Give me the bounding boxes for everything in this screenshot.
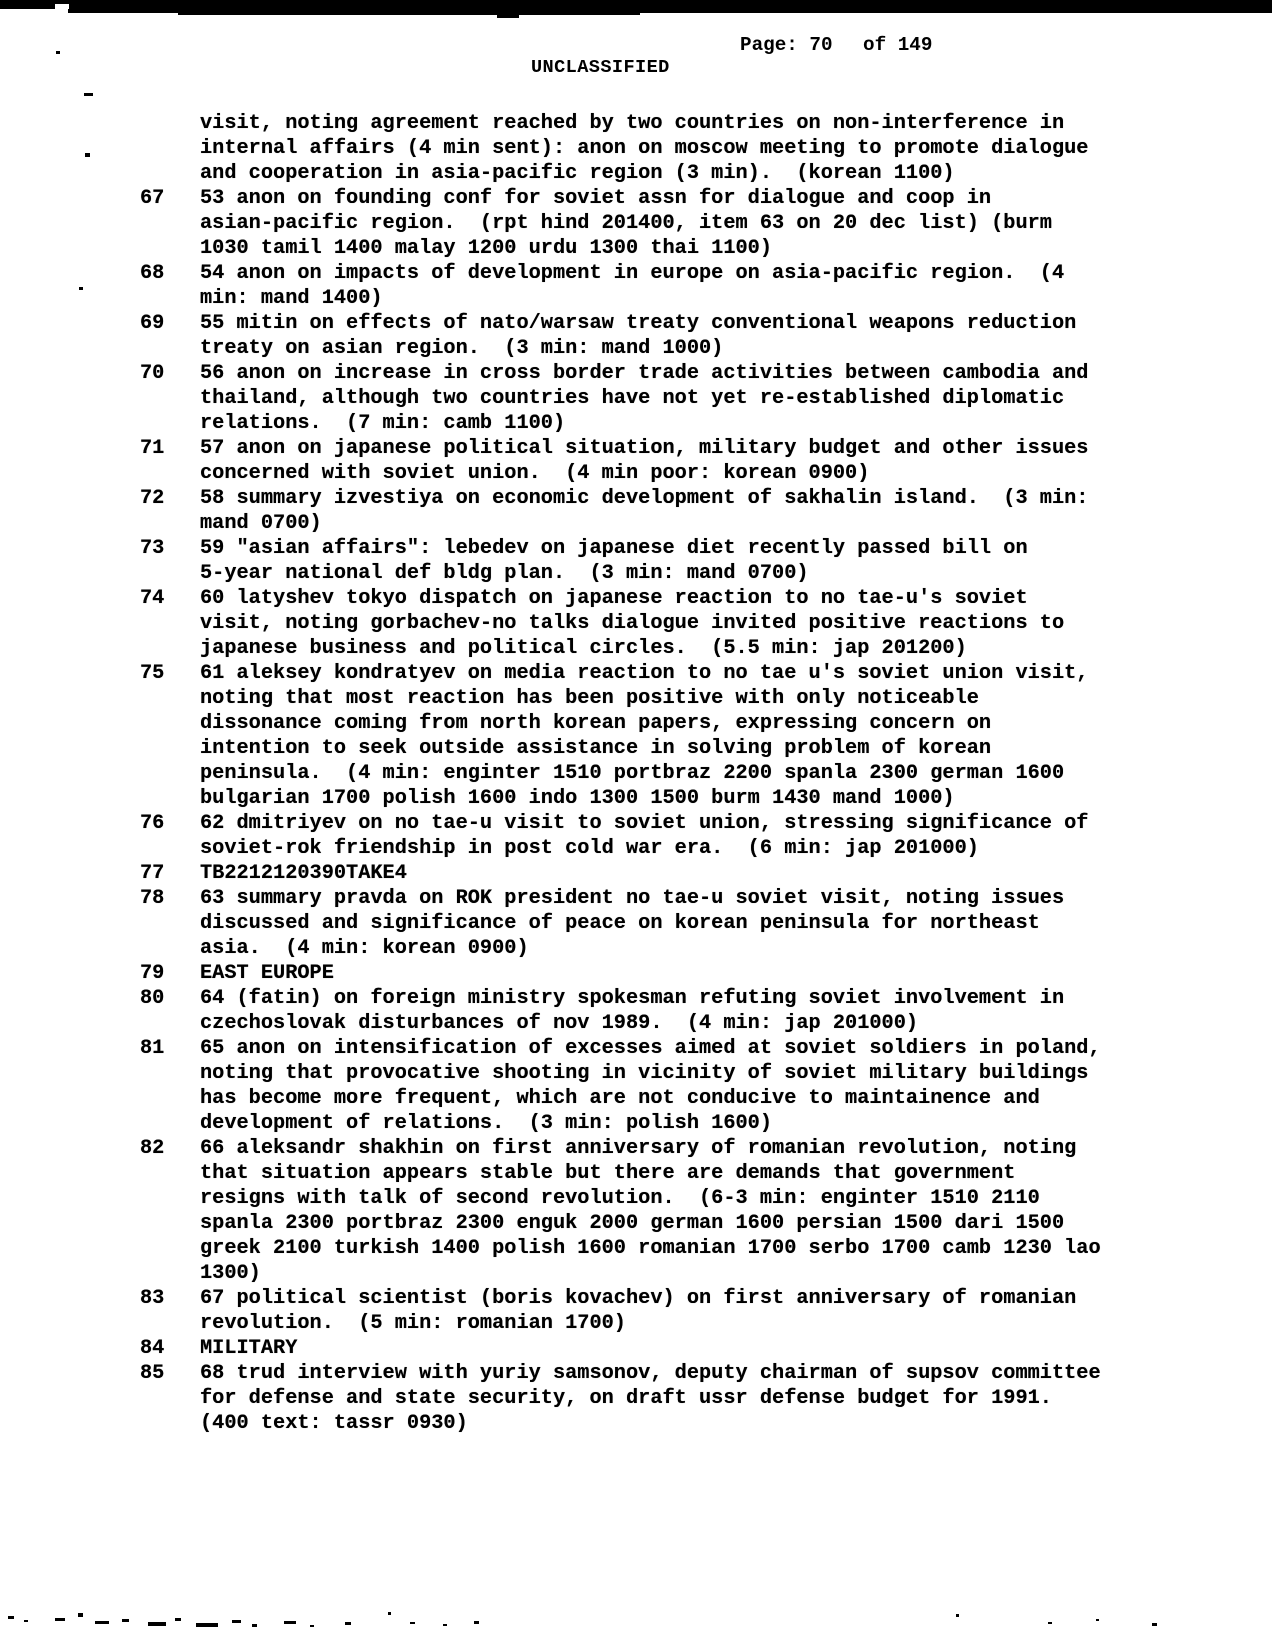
item-text bbox=[200, 261, 1240, 311]
item-text bbox=[200, 1336, 1240, 1361]
item-text bbox=[200, 536, 1240, 586]
item-row bbox=[140, 111, 1240, 186]
item-line: 53 anon on founding conf for soviet assn for dialogue and coop in bbox=[200, 187, 992, 210]
item-text bbox=[200, 361, 1240, 436]
item-line: noting that provocative shooting in vicinity of soviet military buildings bbox=[200, 1062, 1089, 1085]
item-line: revolution. (5 min: romanian 1700) bbox=[200, 1312, 626, 1335]
item-number: 68 bbox=[140, 262, 165, 285]
item-number: 79 bbox=[140, 962, 165, 985]
item-line: development of relations. (3 min: polish 1600) bbox=[200, 1112, 773, 1135]
item-line: visit, noting gorbachev-no talks dialogue invited positive reactions to bbox=[200, 612, 1065, 635]
item-number: 73 bbox=[140, 537, 165, 560]
item-line: 56 anon on increase in cross border trade activities between cambodia and bbox=[200, 362, 1089, 385]
item-line: 64 (fatin) on foreign ministry spokesman refuting soviet involvement in bbox=[200, 987, 1065, 1010]
item-line: 59 "asian affairs": lebedev on japanese diet recently passed bill on bbox=[200, 537, 1028, 560]
item-number: 77 bbox=[140, 862, 165, 885]
item-line: discussed and significance of peace on korean peninsula for northeast bbox=[200, 912, 1040, 935]
item-text bbox=[200, 1136, 1240, 1286]
item-text bbox=[200, 811, 1240, 861]
item-number: 81 bbox=[140, 1037, 165, 1060]
item-line: soviet-rok friendship in post cold war era. (6 min: jap 201000) bbox=[200, 837, 979, 860]
item-row bbox=[140, 536, 1240, 586]
item-text bbox=[200, 586, 1240, 661]
item-line: concerned with soviet union. (4 min poor: korean 0900) bbox=[200, 462, 870, 485]
item-number: 72 bbox=[140, 487, 165, 510]
item-line: japanese business and political circles. (5.5 min: jap 201200) bbox=[200, 637, 967, 660]
item-text bbox=[200, 436, 1240, 486]
item-line: internal affairs (4 min sent): anon on moscow meeting to promote dialogue bbox=[200, 137, 1089, 160]
item-row bbox=[140, 661, 1240, 811]
item-line: EAST EUROPE bbox=[200, 962, 334, 985]
item-line: TB2212120390TAKE4 bbox=[200, 862, 407, 885]
item-row bbox=[140, 586, 1240, 661]
item-line: resigns with talk of second revolution. (6-3 min: enginter 1510 2110 bbox=[200, 1187, 1040, 1210]
item-number: 80 bbox=[140, 987, 165, 1010]
item-line: and cooperation in asia-pacific region (3 min). (korean 1100) bbox=[200, 162, 955, 185]
item-row bbox=[140, 1286, 1240, 1336]
item-line: 57 anon on japanese political situation, military budget and other issues bbox=[200, 437, 1089, 460]
item-line: visit, noting agreement reached by two countries on non-interference in bbox=[200, 112, 1065, 135]
item-number: 85 bbox=[140, 1362, 165, 1385]
item-text bbox=[200, 1036, 1240, 1136]
scan-bar-segment bbox=[497, 15, 519, 18]
item-row bbox=[140, 1036, 1240, 1136]
scan-bar-gap bbox=[55, 4, 69, 9]
item-line: treaty on asian region. (3 min: mand 1000) bbox=[200, 337, 724, 360]
item-line: has become more frequent, which are not conducive to maintainence and bbox=[200, 1087, 1040, 1110]
item-text bbox=[200, 861, 1240, 886]
item-text bbox=[200, 186, 1240, 261]
item-number: 75 bbox=[140, 662, 165, 685]
item-line: 1300) bbox=[200, 1262, 261, 1285]
scan-bar-segment bbox=[178, 13, 640, 15]
document-body bbox=[140, 111, 1240, 1436]
item-line: 67 political scientist (boris kovachev) on first anniversary of romanian bbox=[200, 1287, 1077, 1310]
item-line: 1030 tamil 1400 malay 1200 urdu 1300 thai 1100) bbox=[200, 237, 773, 260]
item-row bbox=[140, 311, 1240, 361]
item-text bbox=[200, 1286, 1240, 1336]
item-text bbox=[200, 311, 1240, 361]
item-line: dissonance coming from north korean papers, expressing concern on bbox=[200, 712, 992, 735]
item-line: asia. (4 min: korean 0900) bbox=[200, 937, 529, 960]
item-line: that situation appears stable but there are demands that government bbox=[200, 1162, 1016, 1185]
item-number: 78 bbox=[140, 887, 165, 910]
item-row bbox=[140, 186, 1240, 261]
item-text bbox=[200, 1361, 1240, 1436]
item-text bbox=[200, 661, 1240, 811]
item-number: 67 bbox=[140, 187, 165, 210]
item-line: 68 trud interview with yuriy samsonov, deputy chairman of supsov committee bbox=[200, 1362, 1101, 1385]
item-line: intention to seek outside assistance in solving problem of korean bbox=[200, 737, 992, 760]
item-line: bulgarian 1700 polish 1600 indo 1300 1500 burm 1430 mand 1000) bbox=[200, 787, 955, 810]
item-line: min: mand 1400) bbox=[200, 287, 383, 310]
item-line: 5-year national def bldg plan. (3 min: mand 0700) bbox=[200, 562, 809, 585]
item-line: spanla 2300 portbraz 2300 enguk 2000 german 1600 persian 1500 dari 1500 bbox=[200, 1212, 1065, 1235]
item-row bbox=[140, 1136, 1240, 1286]
item-number: 76 bbox=[140, 812, 165, 835]
item-row bbox=[140, 261, 1240, 311]
item-row bbox=[140, 486, 1240, 536]
item-row bbox=[140, 961, 1240, 986]
item-number: 74 bbox=[140, 587, 165, 610]
item-text bbox=[200, 111, 1240, 186]
item-line: (400 text: tassr 0930) bbox=[200, 1412, 468, 1435]
item-line: 55 mitin on effects of nato/warsaw treaty conventional weapons reduction bbox=[200, 312, 1077, 335]
item-number: 84 bbox=[140, 1337, 165, 1360]
item-line: 63 summary pravda on ROK president no tae-u soviet visit, noting issues bbox=[200, 887, 1065, 910]
item-line: mand 0700) bbox=[200, 512, 322, 535]
item-row bbox=[140, 886, 1240, 961]
item-line: thailand, although two countries have not yet re-established diplomatic bbox=[200, 387, 1065, 410]
item-text bbox=[200, 886, 1240, 961]
item-line: 61 aleksey kondratyev on media reaction to no tae u's soviet union visit, bbox=[200, 662, 1089, 685]
item-row bbox=[140, 986, 1240, 1036]
item-text bbox=[200, 986, 1240, 1036]
scan-bar-segment bbox=[0, 0, 1272, 9]
item-line: MILITARY bbox=[200, 1337, 298, 1360]
item-line: 65 anon on intensification of excesses aimed at soviet soldiers in poland, bbox=[200, 1037, 1101, 1060]
item-line: 58 summary izvestiya on economic development of sakhalin island. (3 min: bbox=[200, 487, 1089, 510]
item-line: 60 latyshev tokyo dispatch on japanese reaction to no tae-u's soviet bbox=[200, 587, 1028, 610]
top-scan-bar bbox=[0, 0, 1280, 18]
item-row bbox=[140, 1336, 1240, 1361]
item-line: 62 dmitriyev on no tae-u visit to soviet union, stressing significance of bbox=[200, 812, 1089, 835]
item-number: 69 bbox=[140, 312, 165, 335]
item-row bbox=[140, 811, 1240, 861]
item-number: 70 bbox=[140, 362, 165, 385]
page-number-label: Page: 70 bbox=[740, 34, 833, 56]
item-row bbox=[140, 361, 1240, 436]
item-line: 54 anon on impacts of development in europe on asia-pacific region. (4 bbox=[200, 262, 1065, 285]
item-line: asian-pacific region. (rpt hind 201400, item 63 on 20 dec list) (burm bbox=[200, 212, 1052, 235]
item-text bbox=[200, 486, 1240, 536]
item-line: for defense and state security, on draft ussr defense budget for 1991. bbox=[200, 1387, 1052, 1410]
item-row bbox=[140, 1361, 1240, 1436]
page-count-label: of 149 bbox=[863, 34, 933, 56]
item-line: czechoslovak disturbances of nov 1989. (4 min: jap 201000) bbox=[200, 1012, 919, 1035]
item-line: greek 2100 turkish 1400 polish 1600 romanian 1700 serbo 1700 camb 1230 lao bbox=[200, 1237, 1101, 1260]
item-number: 71 bbox=[140, 437, 165, 460]
item-line: noting that most reaction has been positive with only noticeable bbox=[200, 687, 979, 710]
item-line: relations. (7 min: camb 1100) bbox=[200, 412, 566, 435]
item-row bbox=[140, 436, 1240, 486]
item-row bbox=[140, 861, 1240, 886]
item-number: 83 bbox=[140, 1287, 165, 1310]
item-line: peninsula. (4 min: enginter 1510 portbraz 2200 spanla 2300 german 1600 bbox=[200, 762, 1065, 785]
item-text bbox=[200, 961, 1240, 986]
classification-label: UNCLASSIFIED bbox=[531, 57, 670, 78]
item-number: 82 bbox=[140, 1137, 165, 1160]
item-line: 66 aleksandr shakhin on first anniversary of romanian revolution, noting bbox=[200, 1137, 1077, 1160]
